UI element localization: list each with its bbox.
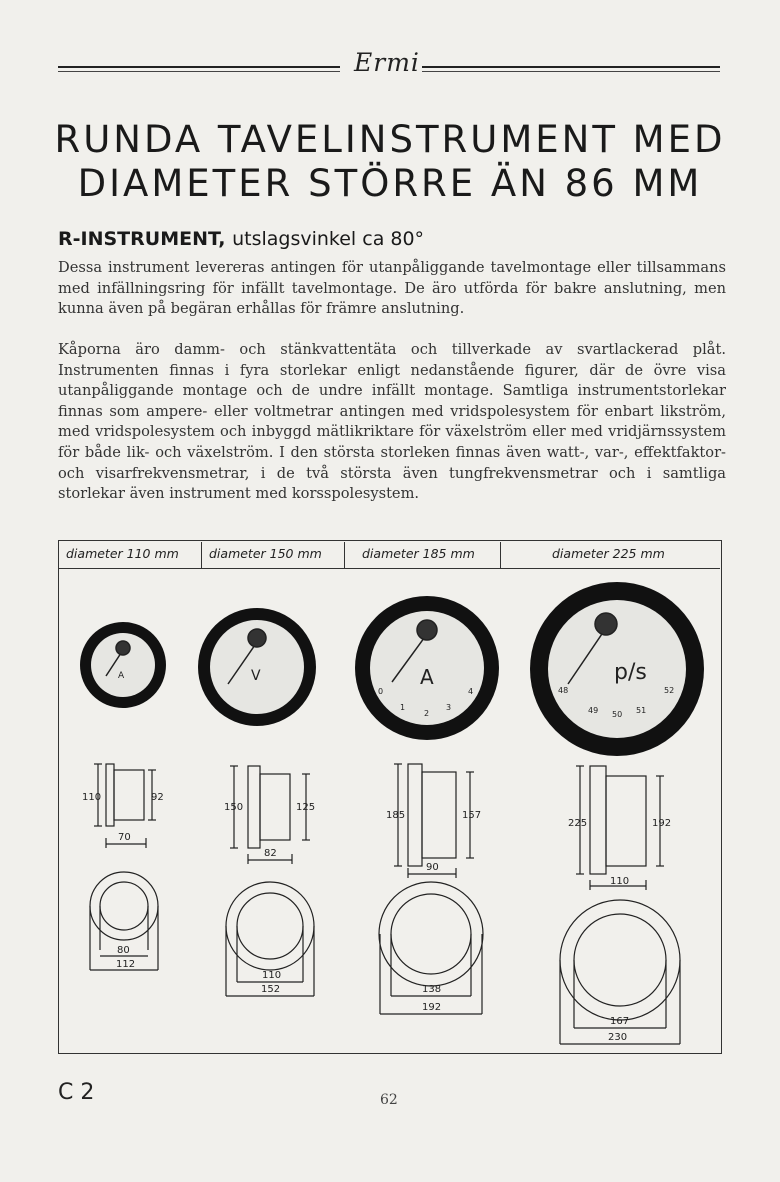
dim-label: 185	[386, 810, 406, 821]
dial-scale-label: 49	[588, 706, 599, 715]
dial-unit: A	[118, 671, 125, 681]
dial-unit: A	[420, 665, 434, 689]
dim-label: 230	[608, 1032, 628, 1043]
side-view-225	[576, 766, 664, 890]
dim-label: 167	[610, 1016, 630, 1027]
body-paragraph-1: Dessa instrument levereras antingen för utanpåliggande tavelmontage eller tillsammans med infällningsring för infällt tavelmontage. De äro utförda för bakre anslutning, men kunna även på begäran erhållas för främre anslutning.	[58, 259, 726, 318]
dim-label: 90	[426, 862, 439, 873]
dim-label: 152	[261, 984, 281, 995]
column-header-225: diameter 225 mm	[552, 546, 665, 561]
dial-scale-label: 52	[664, 686, 675, 695]
body-paragraph-2: Kåporna äro damm- och stänkvattentäta och tillverkade av svartlackerad plåt. Instrumenten finnas i fyra storlekar enligt nedanstående figurer, där de övre visa utanpåliggande montage och de undre infällt montage. Samtliga instrumentstorlekar finnas som ampere- eller voltmetrar antingen med vridspolesystem för enbart likström, med vridspolesystem och inbyggd mätlikriktare för växelström eller med vridjärnssystem för både lik- och växelström. I den största storleken finnas även watt-, var-, effektfaktor- och visarfrekvensmetrar, i de två största även tungfrekvensmetrar och i samtliga storlekar även instrument med korsspolesystem.	[58, 341, 726, 503]
dim-label: 138	[422, 984, 442, 995]
side-view-185	[394, 764, 474, 878]
dim-label: 70	[118, 832, 131, 843]
dim-label: 110	[262, 970, 282, 981]
dial-scale-label: 1	[400, 703, 406, 712]
dim-label: 110	[610, 876, 630, 887]
dial-scale-label: 51	[636, 706, 647, 715]
column-header-110: diameter 110 mm	[66, 546, 179, 561]
dial-scale-label: 3	[446, 703, 452, 712]
dial-scale-label: 0	[378, 687, 384, 696]
dial-needles	[106, 613, 617, 684]
dim-label: 112	[116, 959, 136, 970]
subheading-bold: R-INSTRUMENT,	[58, 228, 226, 250]
column-header-185: diameter 185 mm	[362, 546, 475, 561]
dim-label: 150	[224, 802, 244, 813]
page-number: 62	[380, 1092, 398, 1108]
brand-logo: Ermi	[354, 48, 420, 77]
dim-label: 192	[422, 1002, 442, 1013]
page-title-line2: DIAMETER STÖRRE ÄN 86 MM	[77, 162, 703, 205]
dim-label: 157	[462, 810, 482, 821]
dim-label: 192	[652, 818, 672, 829]
dial-scale-label: 2	[424, 709, 430, 718]
dial-scale-label: 4	[468, 687, 474, 696]
dial-unit: V	[251, 668, 261, 684]
dial-scale-label: 48	[558, 686, 569, 695]
page-title-line1: RUNDA TAVELINSTRUMENT MED	[54, 118, 726, 161]
dim-label: 80	[117, 945, 130, 956]
dim-label: 125	[296, 802, 316, 813]
dim-label: 92	[151, 792, 164, 803]
dial-scale-label: 50	[612, 710, 623, 719]
dim-label: 110	[82, 792, 102, 803]
dial-unit: p/s	[614, 660, 647, 685]
dim-label: 225	[568, 818, 588, 829]
subheading-rest: utslagsvinkel ca 80°	[232, 228, 425, 250]
column-header-150: diameter 150 mm	[209, 546, 322, 561]
section-code: C 2	[58, 1080, 95, 1105]
dim-label: 82	[264, 848, 277, 859]
